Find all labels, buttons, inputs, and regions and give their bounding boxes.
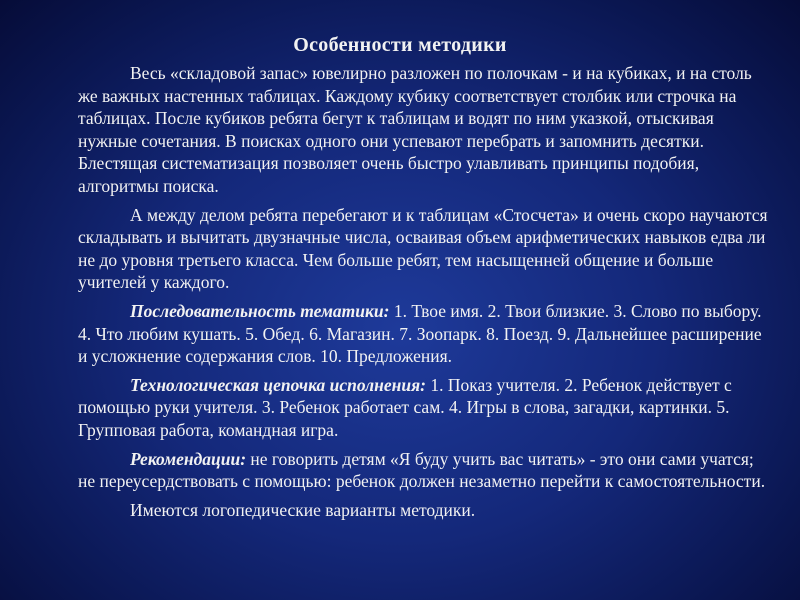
paragraph-text: 1. Показ учителя. 2. Ребенок действует с помощью руки учителя. 3. Ребенок работает сам. 4. Игры в слова, загадки, картинки. 5. Групповая работа, командная игра. <box>78 374 732 440</box>
paragraph-topic-sequence <box>78 300 768 368</box>
paragraph-speech-therapy <box>78 499 768 522</box>
paragraph-text: Имеются логопедические варианты методики. <box>130 499 476 520</box>
paragraph-text: Весь «складовой запас» ювелирно разложен по полочкам - и на кубиках, и на столь же важных настенных таблицах. Каждому кубику соответствует столбик или строчка на таблицах. После кубиков ребята бегут к таблицам и водят по ним указкой, отыскивая нужные сочетания. В поисках одного они успевают перебрать и запомнить десятки. Блестящая систематизация позволяет очень быстро улавливать принципы подобия, алгоритмы поиска. <box>78 63 752 196</box>
slide-title: Особенности методики <box>293 34 507 56</box>
paragraph-recommendations <box>78 448 768 493</box>
paragraph-lead: Рекомендации: <box>130 448 247 469</box>
paragraph-text: А между делом ребята перебегают и к таблицам «Стосчета» и очень скоро научаются складывать и вычитать двузначные числа, осваивая объем арифметических навыков едва ли не до уровня третьего класса. Чем больше ребят, тем насыщенней общение и больше учителей у каждого. <box>78 204 768 293</box>
paragraph-process-chain <box>78 374 768 442</box>
paragraph-lead: Технологическая цепочка исполнения: <box>130 374 426 395</box>
paragraph-text: 1. Твое имя. 2. Твои близкие. 3. Слово по выбору. 4. Что любим кушать. 5. Обед. 6. Магазин. 7. Зоопарк. 8. Поезд. 9. Дальнейшее расширение и усложнение содержания слов. 10. Предложения. <box>78 300 762 367</box>
paragraph-storage <box>78 62 768 198</box>
paragraph-stoschet <box>78 204 768 294</box>
paragraph-text: не говорить детям «Я буду учить вас читать» - это они сами учатся; не переусердствовать с помощью: ребенок должен незаметно перейти к самостоятельности. <box>78 448 766 492</box>
paragraph-lead: Последовательность тематики: <box>130 300 390 321</box>
slide-body <box>78 62 768 527</box>
